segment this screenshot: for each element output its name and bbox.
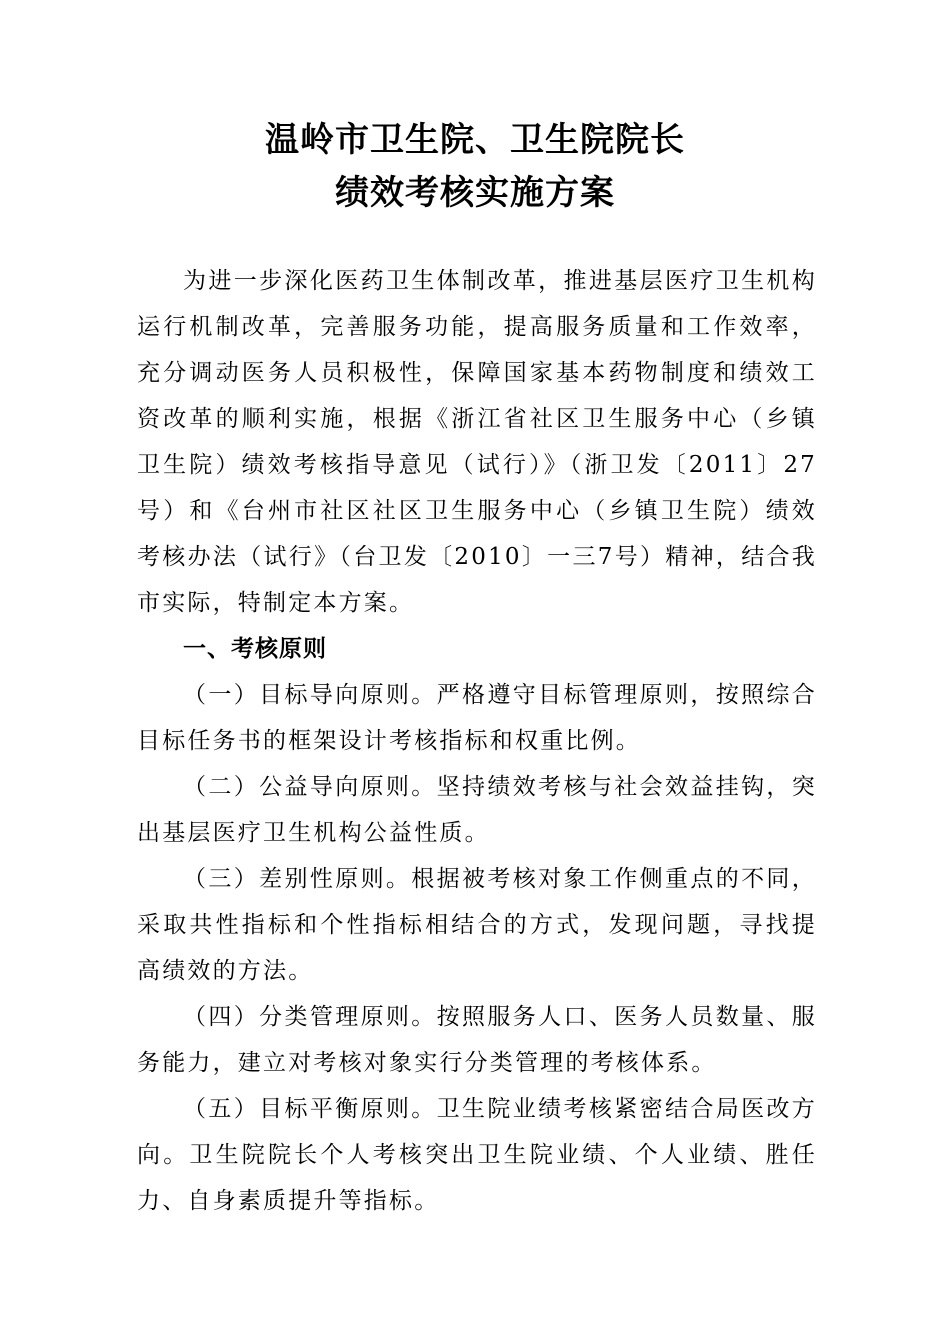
principle-paragraph-4: （四）分类管理原则。按照服务人口、医务人员数量、服务能力，建立对考核对象实行分类管理的考核体系。 [137, 1004, 817, 1076]
document-title-line2: 绩效考核实施方案 [335, 173, 615, 213]
section-heading-principles: 一、考核原则 [183, 636, 327, 662]
document-title-line1: 温岭市卫生院、卫生院院长 [265, 120, 685, 160]
principle-paragraph-5: （五）目标平衡原则。卫生院业绩考核紧密结合局医改方向。卫生院院长个人考核突出卫生院业绩、个人业绩、胜任力、自身素质提升等指标。 [137, 1096, 817, 1214]
principle-paragraph-2: （二）公益导向原则。坚持绩效考核与社会效益挂钩，突出基层医疗卫生机构公益性质。 [137, 774, 817, 846]
principle-paragraph-1: （一）目标导向原则。严格遵守目标管理原则，按照综合目标任务书的框架设计考核指标和权重比例。 [137, 682, 817, 754]
intro-paragraph: 为进一步深化医药卫生体制改革，推进基层医疗卫生机构运行机制改革，完善服务功能，提高服务质量和工作效率，充分调动医务人员积极性，保障国家基本药物制度和绩效工资改革的顺利实施，根据《浙江省社区卫生服务中心（乡镇卫生院）绩效考核指导意见（试行）》（浙卫发〔2011〕27号）和《台州市社区社区卫生服务中心（乡镇卫生院）绩效考核办法（试行》（台卫发〔2010〕一三7号）精神，结合我市实际，特制定本方案。 [137, 268, 817, 616]
document-body [137, 258, 817, 1224]
principle-paragraph-3: （三）差别性原则。根据被考核对象工作侧重点的不同，采取共性指标和个性指标相结合的方式，发现问题，寻找提高绩效的方法。 [137, 866, 817, 984]
